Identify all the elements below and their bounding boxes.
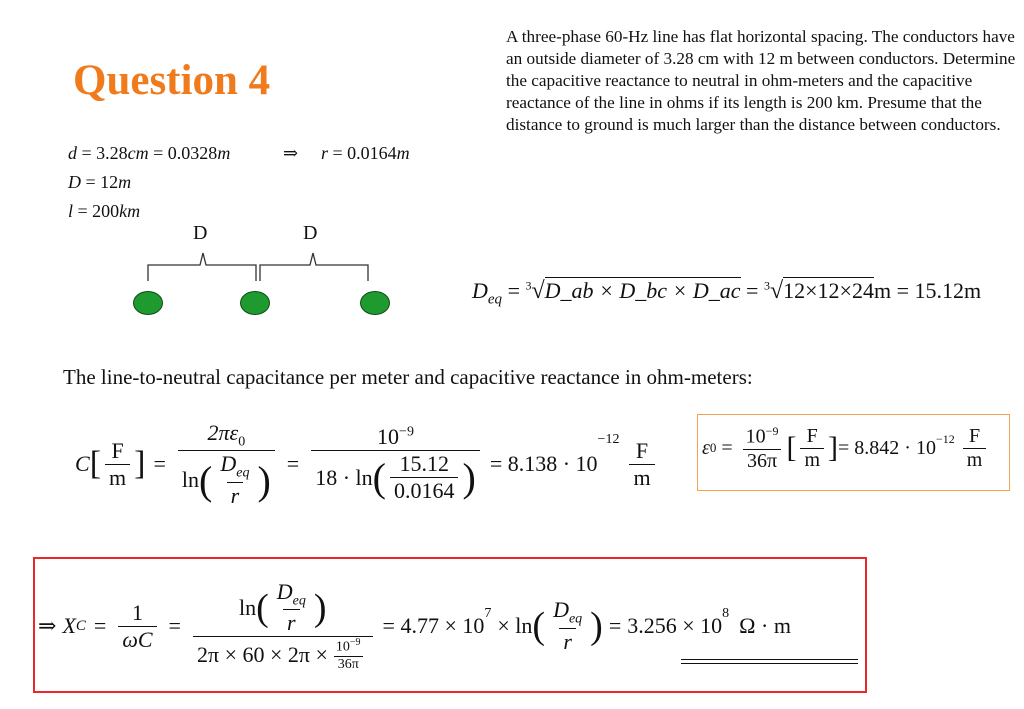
cap-lhs: C (75, 451, 90, 477)
capacitance-formula: C [ $\frac{F}{m}$ ] = $2\pi\varepsilon_0$ ln ( $\frac{D_{eq}}{r}$ ) = $10^{-9}$ 18 · ln ( $\frac{15.12}{0.0164}$ ) = 8.138 · 10 −12 $\frac{F}{m}$ (75, 420, 659, 509)
deq-radicand2: 12×12×24 (783, 278, 874, 303)
eps-unit: $\frac{F}{m}$ (800, 425, 824, 472)
l-symbol: l (68, 201, 74, 221)
D-value: = 12 (85, 172, 119, 192)
eps-result: = 8.842 · 10 (838, 436, 936, 459)
d-unit-cm: cm (127, 143, 149, 163)
deq-root-index2: 3 (763, 278, 770, 293)
xc-frac-1: $\frac{1}{\omega C}$ (118, 600, 156, 653)
spacing-label-1: D (193, 222, 208, 244)
given-l (68, 201, 140, 222)
l-value: = 200 (77, 201, 120, 221)
slide-title: Question 4 (73, 57, 271, 104)
deq-result: m = 15.12m (873, 278, 982, 303)
result-underline-2 (681, 663, 858, 664)
l-unit: km (119, 201, 141, 221)
r-unit: m (396, 143, 410, 163)
spacing-label-2: D (303, 222, 318, 244)
d-value: = 3.28 (81, 143, 128, 163)
d-unit-m: m (217, 143, 231, 163)
D-symbol: D (68, 172, 81, 192)
xc-big-frac: ln ( $\frac{D_{eq}}{r}$ ) 2π × 60 × 2π × $\frac{10^{-9}}{36\pi}$ (193, 579, 373, 673)
cap-eq: = (153, 451, 166, 477)
brace-right (260, 253, 368, 281)
xc-result-exp: 8 (722, 606, 730, 621)
brace-left (148, 253, 256, 281)
given-d (68, 143, 230, 164)
r-symbol: r (321, 143, 329, 163)
radical-sign: √ (531, 278, 545, 304)
result-underline-1 (681, 659, 858, 660)
given-r (321, 143, 410, 164)
deq-lhs: D (472, 278, 488, 303)
D-unit: m (118, 172, 132, 192)
xc-lhs: X (62, 613, 76, 638)
deq-eq2: = (746, 278, 759, 303)
xc-implies: ⇒ (38, 613, 57, 638)
r-value: = 0.0164 (332, 143, 397, 163)
xc-formula: ⇒ X C = $\frac{1}{\omega C}$ = ln ( $\frac{D_{eq}}{r}$ ) 2π × 60 × 2π × $\frac{10^{-9}}{36\pi}$ = 4.77 × 10 $^7$ × ln ( $\frac{D_{eq}}{r}$ ) = 3.256 × 10 $^8$ Ω · m (38, 578, 791, 673)
conductor-c (360, 291, 390, 315)
conductor-b (240, 291, 270, 315)
deq-radicand: D_ab × D_bc × D_ac (544, 278, 741, 303)
cap-result: = 8.138 · 10 (489, 451, 598, 477)
eps-result-unit: $\frac{F}{m}$ (963, 425, 987, 472)
cap-eq2: = (286, 451, 300, 477)
deq-eq: = (507, 278, 520, 303)
d-symbol: d (68, 143, 77, 163)
deq-root-index: 3 (525, 278, 532, 293)
radical-sign-2: √ (769, 278, 784, 304)
cap-frac-2: $10^{-9}$ 18 · ln ( $\frac{15.12}{0.0164}$ ) (311, 424, 480, 504)
spacing-braces (140, 245, 380, 285)
xc-result-unit: Ω · m (739, 613, 791, 638)
implies-arrow: ⇒ (283, 143, 299, 163)
capacitance-sentence: The line-to-neutral capacitance per meter and capacitive reactance in ohm-meters: (63, 365, 753, 389)
epsilon-formula: ε 0 = $\frac{10^{-9}}{36\pi}$ [ $\frac{F}{m}$ ] = 8.842 · 10 $^{-12}$ $\frac{F}{m}$ (702, 424, 990, 473)
deq-formula (472, 278, 981, 308)
problem-statement: A three-phase 60-Hz line has flat horizontal spacing. The conductors have an outside diameter of 3.28 cm with 12 m between conductors. Determine the capacitive reactance to neutral in ohm-meters and the capacitive reactance of the line in ohms if its length is 200 km. Presume that the distance to ground is much larger than the distance between conductors. (506, 27, 1016, 134)
d-value-m: = 0.0328 (153, 143, 218, 163)
cap-frac-1: $2\pi\varepsilon_0$ ln ( $\frac{D_{eq}}{r}$ ) (178, 420, 275, 509)
given-D (68, 172, 131, 193)
conductor-a (133, 291, 163, 315)
eps-lhs: ε (702, 436, 710, 459)
deq-lhs-sub: eq (487, 291, 503, 308)
cap-unit: $\frac{F}{m}$ (105, 438, 130, 491)
eps-frac: $\frac{10^{-9}}{36\pi}$ (742, 424, 783, 473)
xc-ln-frac: $\frac{D_{eq}}{r}$ (553, 597, 583, 654)
cap-result-unit: $\frac{F}{m}$ (629, 438, 654, 491)
cap-result-exp: −12 (597, 432, 620, 447)
xc-result: 3.256 × 10 (627, 613, 723, 638)
